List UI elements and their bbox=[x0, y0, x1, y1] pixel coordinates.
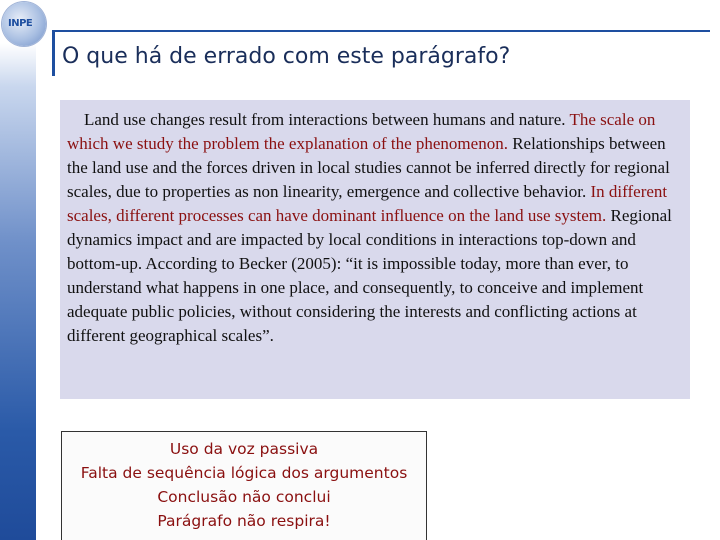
sentence-5: Regional dynamics impact and are impacted by local conditions in interactions top-down and bottom-up. bbox=[67, 206, 672, 273]
sentence-4: In different scales, different processes can have dominant influence on the land use system. bbox=[67, 182, 668, 225]
sentence-3: Relationships between the land use and the forces driven in local studies cannot be inferred directly for regional scales, due to properties as non linearity, emergence and collective behavior. bbox=[67, 134, 670, 201]
header-rule bbox=[52, 30, 710, 32]
left-gradient-bar bbox=[0, 0, 36, 540]
logo-text: INPE bbox=[8, 18, 33, 29]
note-item: Falta de sequência lógica dos argumentos bbox=[80, 464, 408, 482]
note-item: Parágrafo não respira! bbox=[157, 512, 331, 530]
paragraph-text bbox=[67, 108, 684, 348]
sentence-1: Land use changes result from interactions between humans and nature. bbox=[84, 110, 566, 129]
note-item: Conclusão não conclui bbox=[157, 488, 331, 506]
critique-notes-box bbox=[61, 431, 427, 540]
note-item: Uso da voz passiva bbox=[169, 440, 319, 458]
sentence-2: The scale on which we study the problem the explanation of the phenomenon. bbox=[67, 110, 656, 153]
title-accent-rule bbox=[52, 32, 55, 76]
sentence-6: According to Becker (2005): “it is impossible today, more than ever, to understand what happens in one place, and consequently, to conceive and implement adequate public policies, without considering the interests and conflicting actions at different geographical scales”. bbox=[67, 254, 644, 345]
slide-title: O que há de errado com este parágrafo? bbox=[62, 44, 511, 69]
inpe-logo-icon bbox=[2, 2, 46, 46]
paragraph-box bbox=[60, 100, 690, 399]
